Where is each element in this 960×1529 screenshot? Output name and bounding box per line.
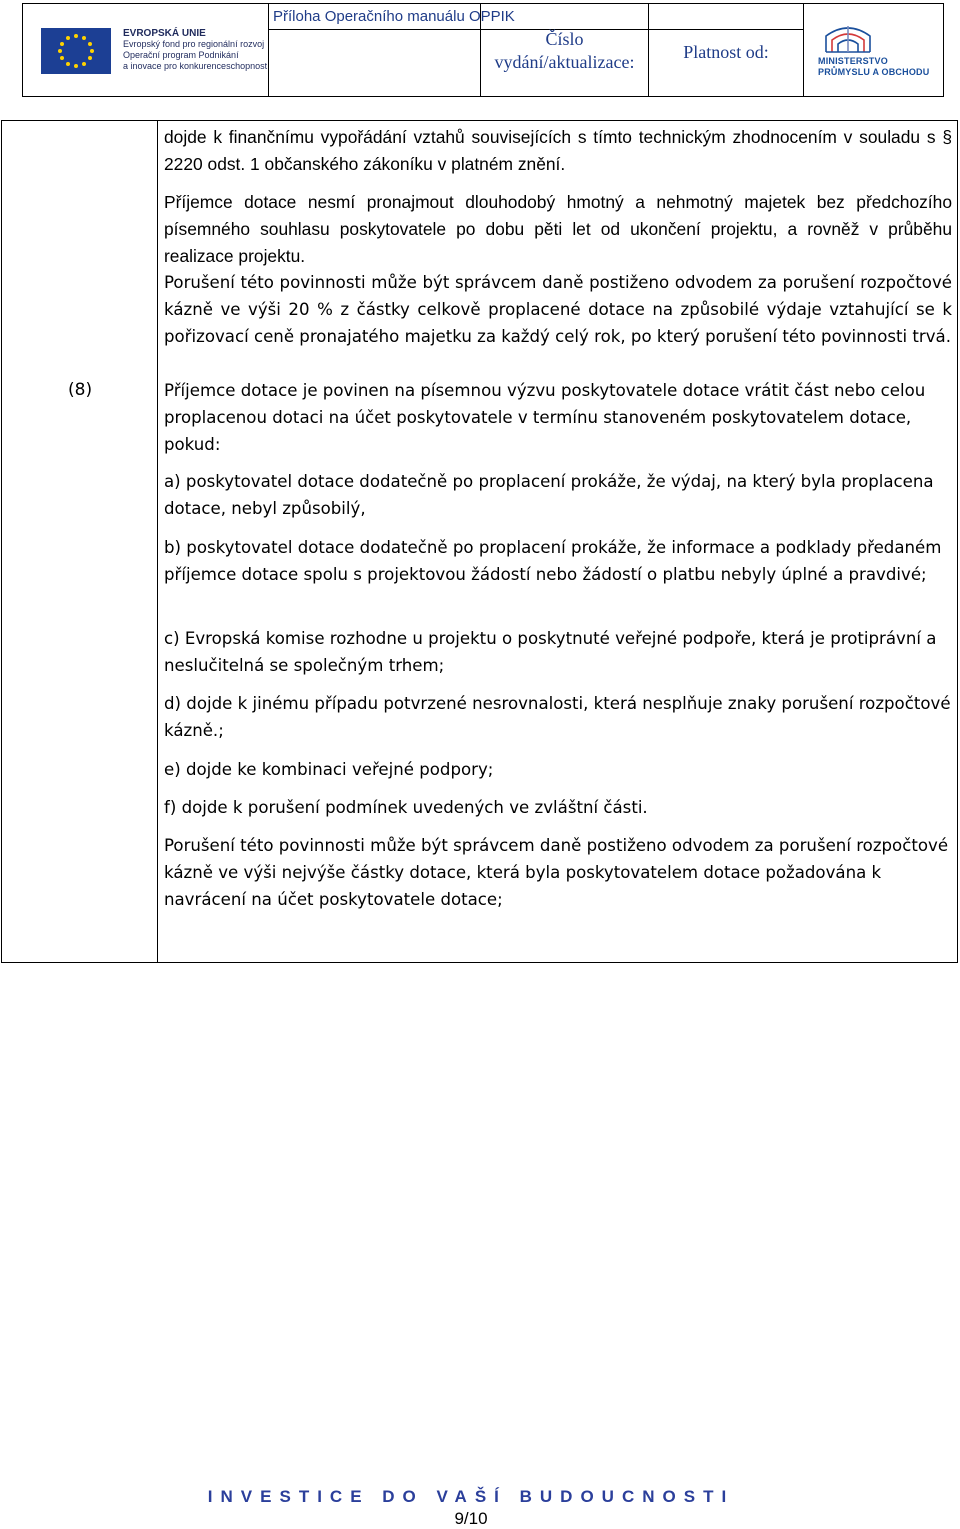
mpo-logo-text (818, 56, 929, 78)
paragraph-lease-ban: Příjemce dotace nesmí pronajmout dlouhodobý hmotný a nehmotný majetek bez předchozího písemného souhlasu poskytovatele po dobu pěti let od ukončení projektu, a rovněž v průběhu realizace projektu. (164, 192, 952, 266)
paragraph-settlement: dojde k finančnímu vypořádání vztahů souvisejících s tímto technickým zhodnocením v souladu s § 2220 odst. 1 občanského zákoníku v platném znění. (164, 127, 952, 174)
paragraph-penalty-refund: Porušení této povinnosti může být správcem daně postiženo odvodem za porušení rozpočtové kázně ve výši nejvýše částky dotace, která byla poskytovatelem dotace požadována k navrácení na účet poskytovatele dotace; (164, 836, 949, 909)
paragraph-penalty-lease: Porušení této povinnosti může být správcem daně postiženo odvodem za porušení rozpočtové kázně ve výši 20 % z částky celkově proplacené dotace na způsobilé výdaje vztahující se k pořizovací ceně pronajatého majetku za každý celý rok, po který porušení této povinnosti trvá. (164, 273, 952, 346)
mpo-logo-line: MINISTERSTVO (818, 56, 888, 66)
cislo-label (481, 28, 648, 74)
cislo-label-line1: Číslo (545, 29, 584, 49)
doc-title: Příloha Operačního manuálu OPPIK (269, 4, 804, 30)
eu-logo-text (123, 28, 267, 72)
cislo-cell (481, 4, 649, 96)
list-item-b: b) poskytovatel dotace dodatečně po proplacení prokáže, že informace a podklady předaném příjemce dotace spolu s projektovou žádostí nebo žádostí o platbu nebyly úplné a pravdivé; (164, 538, 942, 584)
document-header (22, 3, 944, 97)
page-number: 9/10 (454, 1509, 488, 1528)
list-item-d: d) dojde k jinému případu potvrzené nesrovnalosti, která nesplňuje znaky porušení rozpočtové kázně.; (164, 694, 951, 740)
mpo-logo-icon (818, 22, 928, 54)
list-item-e: e) dojde ke kombinaci veřejné podpory; (164, 760, 494, 779)
eu-logo-line: Evropský fond pro regionální rozvoj (123, 39, 265, 49)
eu-logo-cell (23, 4, 269, 96)
list-item-c: c) Evropská komise rozhodne u projektu o poskytnuté veřejné podpoře, která je protiprávní a neslučitelná se společným trhem; (164, 629, 937, 675)
eu-logo-line: EVROPSKÁ UNIE (123, 28, 206, 39)
cislo-label-line2: vydání/aktualizace: (494, 52, 635, 72)
platnost-cell (649, 4, 804, 96)
mpo-logo-cell (804, 4, 944, 96)
item-number: (8) (68, 380, 93, 400)
mpo-logo-line: PRŮMYSLU A OBCHODU (818, 67, 930, 77)
footer-motto: INVESTICE DO VAŠÍ BUDOUCNOSTI (207, 1487, 735, 1506)
list-item-f: f) dojde k porušení podmínek uvedených ve zvláštní části. (164, 798, 648, 817)
eu-flag-icon (41, 28, 111, 74)
eu-logo-line: a inovace pro konkurenceschopnost (123, 61, 268, 71)
column-divider (157, 121, 158, 962)
list-item-a: a) poskytovatel dotace dodatečně po proplacení prokáže, že výdaj, na který byla proplacena dotace, nebyl způsobilý, (164, 472, 934, 518)
platnost-label: Platnost od: (683, 42, 769, 62)
paragraph-refund-intro: Příjemce dotace je povinen na písemnou výzvu poskytovatele dotace vrátit část nebo celou proplacenou dotaci na účet poskytovatele v termínu stanoveném poskytovatelem dotace, pokud: (164, 381, 926, 454)
eu-logo-line: Operační program Podnikání (123, 50, 239, 60)
